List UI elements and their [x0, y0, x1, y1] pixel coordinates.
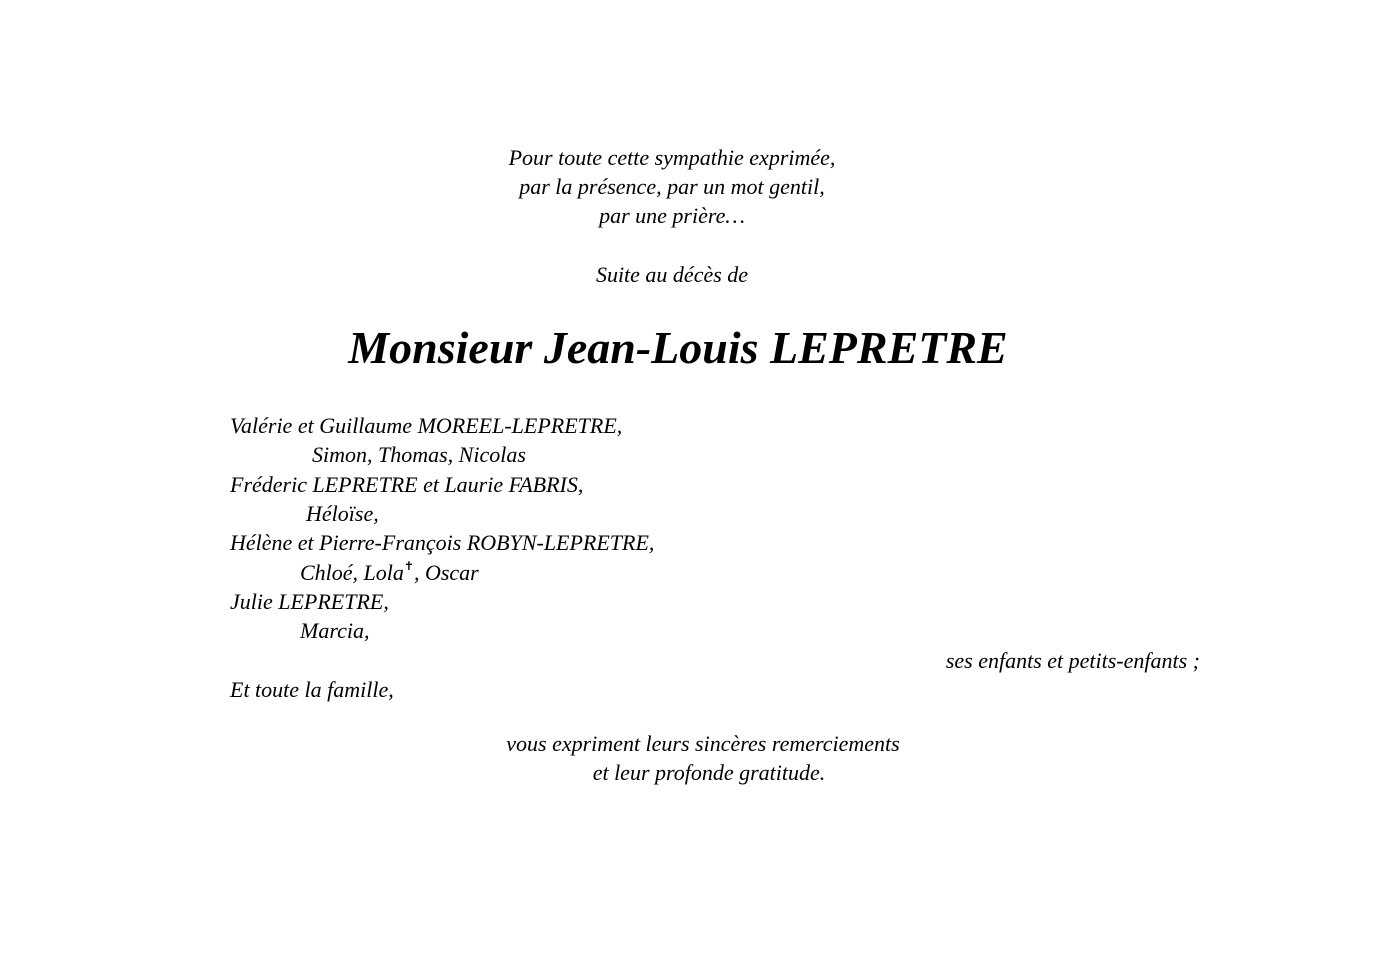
family-parents-2: Fréderic LEPRETRE et Laurie FABRIS, — [230, 472, 584, 497]
family-parents-4: Julie LEPRETRE, — [230, 589, 389, 614]
closing-line-2: et leur profonde gratitude. — [592, 760, 826, 785]
closing-line-1: vous expriment leurs sincères remerciements — [506, 731, 900, 756]
cross-icon: ✝ — [403, 559, 414, 573]
children-names-part-2: , Oscar — [413, 560, 479, 585]
family-children-2: Héloïse, — [306, 501, 379, 526]
family-parents-3: Hélène et Pierre-François ROBYN-LEPRETRE, — [230, 530, 655, 555]
family-children-4: Marcia, — [300, 618, 370, 643]
family-children-1: Simon, Thomas, Nicolas — [312, 442, 526, 467]
family-children-3 — [300, 558, 479, 587]
intro-line-3: par une prière… — [599, 203, 745, 228]
children-names-part-1: Chloé, Lola — [300, 560, 404, 585]
intro-line-2: par la présence, par un mot gentil, — [519, 174, 825, 199]
extended-family-text: Et toute la famille, — [230, 677, 394, 702]
suite-text: Suite au décès de — [595, 262, 749, 287]
deceased-name: Monsieur Jean-Louis LEPRETRE — [348, 322, 1008, 373]
relation-text: ses enfants et petits-enfants ; — [945, 648, 1200, 673]
family-parents-1: Valérie et Guillaume MOREEL-LEPRETRE, — [230, 413, 623, 438]
intro-line-1: Pour toute cette sympathie exprimée, — [508, 145, 836, 170]
